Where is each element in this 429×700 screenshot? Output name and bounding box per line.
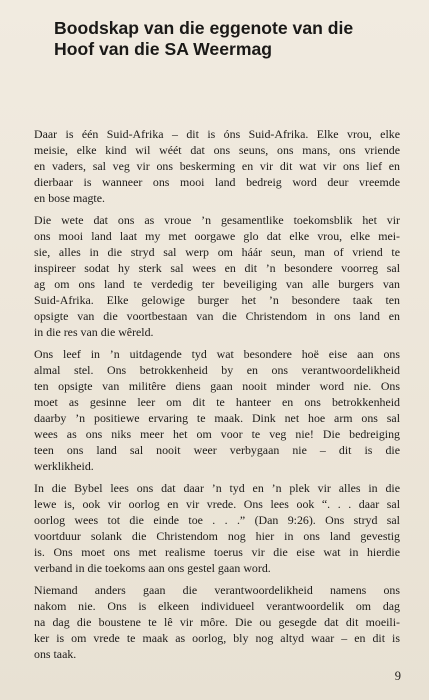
- heading-line-1: Boodskap van die eggenote van die: [54, 18, 354, 38]
- text-line: lewe is, ook vir oorlog en vir vrede. Ons lees ook “. . . daar sal: [34, 497, 400, 511]
- text-line: In die Bybel lees ons dat daar ’n tyd en ’n plek vir alles in die: [34, 481, 400, 495]
- paragraph: [34, 126, 400, 206]
- text-line: wees as ons niks meer het om voor te veg nie! Die bedreiging: [34, 427, 400, 441]
- text-line: ten opsigte van militêre diens gaan nooit minder word nie. Ons: [34, 379, 400, 393]
- page-number: 9: [394, 669, 401, 683]
- text-line: Ons leef in ’n uitdagende tyd wat besondere hoë eise aan ons: [34, 347, 400, 361]
- paragraph: [34, 582, 400, 662]
- text-line: ker is om vrede te maak as oorlog, bly nog altyd waar – en dit is: [34, 631, 400, 645]
- text-line: almal stel. Ons betrokkenheid by en ons verantwoordelikheid: [34, 363, 400, 377]
- page-heading: [54, 18, 414, 60]
- text-line: meisie, elke kind wil wéét dat ons seuns, ons mans, ons vriende: [34, 143, 400, 157]
- text-line: inspireer sodat hy sterk sal wees en dit ’n besondere voorreg sal: [34, 261, 400, 275]
- text-line: oorlog wees tot die einde toe . . .” (Dan 9:26). Ons stryd sal: [34, 513, 400, 527]
- text-line: voortduur solank die Christendom nog hier in ons land gevestig: [34, 529, 400, 543]
- text-line: Die wete dat ons as vroue ’n gesamentlike toekomsblik het vir: [34, 213, 400, 227]
- text-line: in die res van die wêreld.: [34, 325, 154, 339]
- text-line: sie, alles in die stryd sal werp om háár seun, man of vriend te: [34, 245, 400, 259]
- text-line: opsigte van die voortbestaan van die Christendom in ons land en: [34, 309, 400, 323]
- text-line: moet as gesinne leer om dit te hanteer en ons betrokkenheid: [34, 395, 400, 409]
- text-line: Daar is één Suid-Afrika – dit is óns Suid-Afrika. Elke vrou, elke: [34, 127, 400, 141]
- text-line: dierbaar is wanneer ons mooi land bedreig word deur vreemde: [34, 175, 400, 189]
- text-line: na dag die boustene te lê vir môre. Die ou gesegde dat dit moeili-: [34, 615, 400, 629]
- heading-line-2: Hoof van die SA Weermag: [54, 39, 273, 59]
- text-line: Niemand anders gaan die verantwoordelikheid namens ons: [34, 583, 400, 597]
- text-line: teen ons land sal nooit weer verbygaan nie – dit is die: [34, 443, 400, 457]
- paragraph: [34, 480, 400, 576]
- paragraph: [34, 346, 400, 474]
- paragraph: [34, 212, 400, 340]
- text-line: daarby ’n positiewe ervaring te maak. Dink net hoe arm ons sal: [34, 411, 400, 425]
- text-line: ons mooi land laat my met oorgawe glo dat elke vrou, elke mei-: [34, 229, 400, 243]
- text-line: Suid-Afrika. Elke gelowige burger het ’n besondere taak ten: [34, 293, 400, 307]
- body-text: [34, 126, 400, 668]
- text-line: en vaders, sal veg vir ons beskerming en vir dit wat vir ons lief en: [34, 159, 400, 173]
- text-line: is. Ons moet ons met realisme toerus vir die eise wat in hierdie: [34, 545, 400, 559]
- text-line: werklikheid.: [34, 459, 94, 473]
- text-line: nakom nie. Ons is elkeen individueel verantwoordelik om dag: [34, 599, 400, 613]
- text-line: verband in die toekoms aan ons gestel gaan word.: [34, 561, 271, 575]
- text-line: en bose magte.: [34, 191, 105, 205]
- text-line: ag om ons land te verdedig ter beveiliging van alle burgers van: [34, 277, 400, 291]
- text-line: ons taak.: [34, 647, 77, 661]
